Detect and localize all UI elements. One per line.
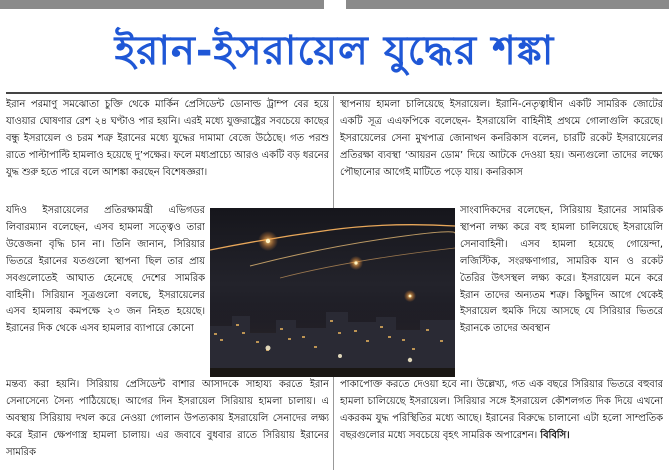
top-bar-left <box>0 0 324 9</box>
headline-rule <box>6 92 662 94</box>
right-column-lead: স্থাপনায় হামলা চালিয়েছে ইসরায়েল। ইরানি-নেতৃত্বাধীন একটি সামরিক জোটের একটি সূত্র এএফপিকে বলেছেন- ইসরায়েলি বাহিনীই প্রথমে গোলাগুলি করেছে। ইসরায়েলের সেনা মুখপাত্র জোনাথন কনরিকাস বলেন, চারটি রকেট ইসরায়েলের প্রতিরক্ষা ব্যবস্থা ‘আয়রন ডোম’ দিয়ে আটকে দেওয়া হয়। অন্যগুলো তাদের লক্ষ্যে পৌছানোর আগেই মাটিতে পড়ে যায়। কনরিকাস <box>340 99 663 178</box>
left-column-tail: মন্তব্য করা হয়নি। সিরিয়ায় প্রেসিডেন্ট বাশার আসাদকে সাহায্য করতে ইরান সেনাসেন্যে সৈন্য পাঠিয়েছে। আগের দিন ইসরায়েল সিরিয়ায় হামলা চালায়। এ অবস্থায় সিরিয়ায় দখল করে নেওয়া গোলান উপত্যকায় ইসরায়েলি সেনাদের লক্ষ্য করে ইরান ক্ষেপণাস্ত্র হামলা চালায়। এর জবাবে বুধবার রাতে সিরিয়ায় ইরানের সামরিক <box>6 379 329 458</box>
left-column-wrap: যদিও ইসরায়েলের প্রতিরক্ষামন্ত্রী এভিগডর লিবারম্যান বলেছেন, এসব হামলা সত্ত্বেও তারা উত্তেজনা বৃদ্ধি চান না। তিনি জানান, সিরিয়ার ভিতরে ইরানের যতগুলো স্থাপনা ছিল তার প্রায় সবগুলোতেই আঘাত হেনেছে দেশের সামরিক বাহিনী। সিরিয়ান সূত্রগুলো বলছে, ইসরায়েলের এসব হামলায় কমপক্ষে ২৩ জন নিহত হয়েছে। ইরানের দিক থেকে এসব হামলার ব্যাপারে কোনো <box>6 205 205 335</box>
right-column-wrap: সাংবাদিকদের বলেছেন, সিরিয়ায় ইরানের সামরিক স্থাপনা লক্ষ্য করে বহু হামলা চালিয়েছে ইসরায়েলি সেনাবাহিনী। এসব হামলা হয়েছে গোয়েন্দা, লজিস্টিক, সংরক্ষণাগার, সামরিক যান ও রকেট তৈরির উৎসস্থল লক্ষ্য করে। ইসরায়েল মনে করে ইরান তাদের অন্যতম শত্রু। কিছুদিন আগে থেকেই ইসরায়েল হুমকি দিয়ে আসছে যে সিরিয়ার ভিতরে ইরানকে তাদের অবস্থান <box>460 205 663 335</box>
right-column-tail <box>340 377 663 471</box>
news-credit: বিবিসি। <box>540 429 570 441</box>
right-column-tail-text: পাকাপোক্ত করতে দেওয়া হবে না। উল্লেখ্য, গত এক বছরে সিরিয়ার ভিতরে বহুবার হামলা চালিয়েছে ইসরায়েল। সিরিয়ার সঙ্গে ইসরায়েল কৌশলগত দিক দিয়ে এখনো একরকম যুদ্ধ পরিস্থিতির মধ্যে আছে। ইরানের বিরুদ্ধে চালানো এটা হলো সাম্প্রতিক বছরগুলোর মধ্যে সবচেয়ে বৃহৎ সামরিক অপারেশন। <box>340 379 663 441</box>
headline: ইরান-ইসরায়েল যুদ্ধের শঙ্কা <box>114 28 555 74</box>
photo-illustration <box>210 208 455 377</box>
top-bar-right <box>346 0 669 9</box>
news-photo-night-sky-missiles <box>210 208 455 377</box>
left-column-lead: ইরান পরমাণু সমঝোতা চুক্তি থেকে মার্কিন প্রেসিডেন্ট ডোনাল্ড ট্রাম্প বের হয়ে যাওয়ার ঘোষণার রেশ ২৪ ঘণ্টাও পার হয়নি। এরই মধ্যে যুক্তরাষ্ট্রের সবচেয়ে কাছের বন্ধু ইসরায়েল ও চরম শত্রু ইরানের মধ্যে যুদ্ধের দামামা বেজে উঠেছে। গত পরশু রাতে পাল্টাপাল্টি হামলাও হয়েছে দু’পক্ষের। ফলে মধ্যপ্রাচ্যে আরও একটি বড় ধরনের যুদ্ধ শুরু হতে পারে বলে আশঙ্কা করছেন বিশেষজ্ঞরা। <box>6 99 329 178</box>
